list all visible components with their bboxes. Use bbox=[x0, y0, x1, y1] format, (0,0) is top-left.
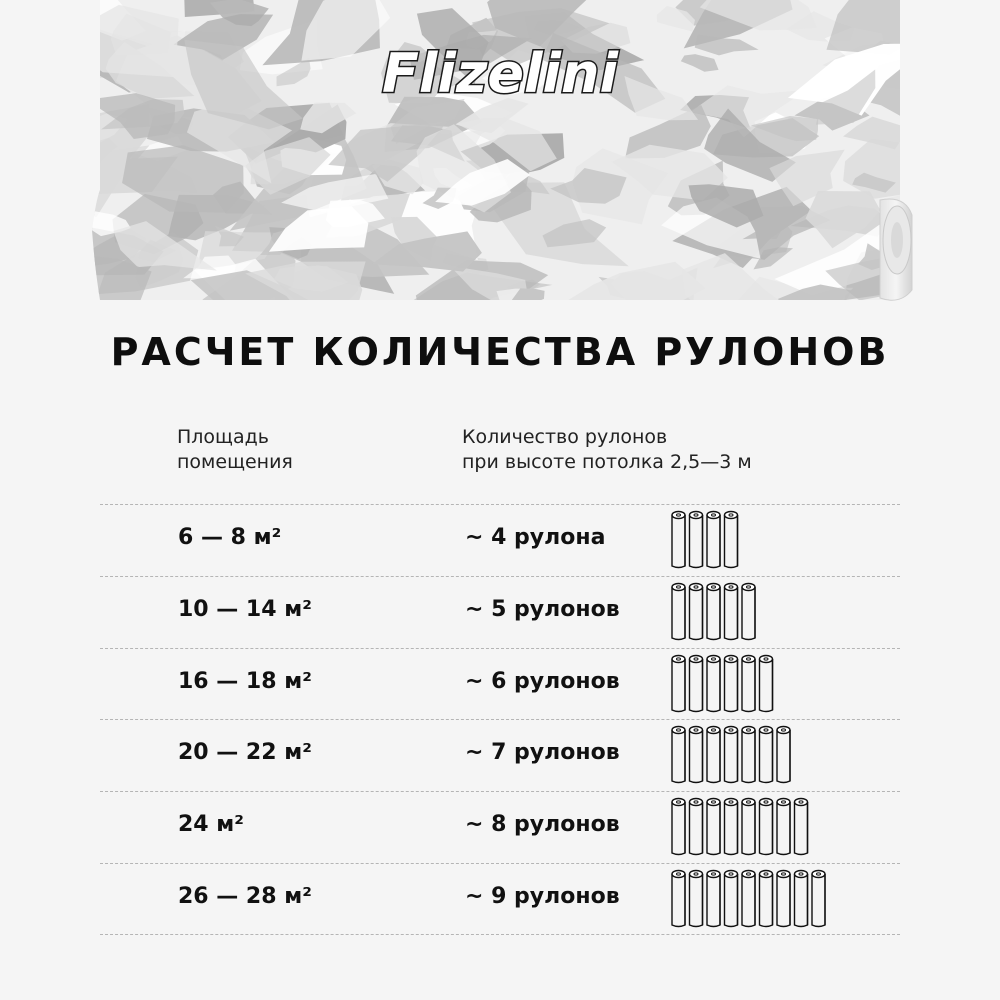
wallpaper-roll-icon bbox=[777, 799, 790, 855]
column-header-area-line1: Площадь bbox=[177, 426, 269, 448]
column-header-rolls-line2: при высоте потолка 2,5—3 м bbox=[462, 451, 752, 473]
wallpaper-roll-icon bbox=[777, 727, 790, 783]
wallpaper-roll-icon bbox=[742, 584, 755, 640]
brand-logo-text: Flizelini bbox=[382, 42, 618, 105]
roll-icons-group bbox=[670, 797, 814, 857]
roll-icons-group bbox=[670, 582, 762, 642]
row-area: 6 — 8 м² bbox=[178, 525, 282, 550]
wallpaper-roll-icon bbox=[725, 799, 738, 855]
row-rolls-count: ~ 7 рулонов bbox=[465, 740, 620, 765]
row-area: 24 м² bbox=[178, 812, 244, 837]
wallpaper-roll-icon bbox=[707, 656, 720, 712]
table-row bbox=[100, 577, 900, 648]
wallpaper-roll-icon bbox=[672, 799, 685, 855]
wallpaper-roll-icon bbox=[760, 871, 773, 927]
wallpaper-roll-icon bbox=[795, 799, 808, 855]
wallpaper-roll-icon bbox=[690, 799, 703, 855]
wallpaper-roll-icon bbox=[760, 727, 773, 783]
wallpaper-roll-icon bbox=[725, 584, 738, 640]
wallpaper-roll-icon bbox=[742, 799, 755, 855]
row-area: 10 — 14 м² bbox=[178, 597, 312, 622]
wallpaper-roll-icon bbox=[725, 727, 738, 783]
table-row bbox=[100, 864, 900, 935]
wallpaper-roll-icon bbox=[690, 656, 703, 712]
wallpaper-roll-icon bbox=[672, 871, 685, 927]
wallpaper-roll-icon bbox=[707, 727, 720, 783]
row-area: 20 — 22 м² bbox=[178, 740, 312, 765]
row-rolls-count: ~ 8 рулонов bbox=[465, 812, 620, 837]
wallpaper-roll-icon bbox=[707, 584, 720, 640]
table-row bbox=[100, 505, 900, 576]
roll-icons-group bbox=[670, 654, 779, 714]
wallpaper-roll-icon bbox=[690, 584, 703, 640]
wallpaper-roll-icon bbox=[725, 512, 738, 568]
roll-icons-group bbox=[670, 725, 797, 785]
wallpaper-roll-icon bbox=[672, 656, 685, 712]
column-header-area bbox=[177, 425, 293, 475]
wallpaper-roll-icon bbox=[672, 584, 685, 640]
wallpaper-roll-icon bbox=[690, 727, 703, 783]
column-header-rolls bbox=[462, 425, 752, 475]
table-row bbox=[100, 792, 900, 863]
page-title: РАСЧЕТ КОЛИЧЕСТВА РУЛОНОВ bbox=[110, 330, 890, 374]
wallpaper-roll-icon bbox=[725, 871, 738, 927]
wallpaper-roll-icon bbox=[725, 656, 738, 712]
row-rolls-count: ~ 4 рулона bbox=[465, 525, 606, 550]
wallpaper-roll-icon bbox=[760, 799, 773, 855]
wallpaper-roll-icon bbox=[690, 871, 703, 927]
table-row bbox=[100, 649, 900, 720]
wallpaper-roll-icon bbox=[707, 512, 720, 568]
wallpaper-roll-icon bbox=[742, 656, 755, 712]
roll-icons-group bbox=[670, 510, 744, 570]
row-rolls-count: ~ 6 рулонов bbox=[465, 669, 620, 694]
wallpaper-roll-icon bbox=[707, 871, 720, 927]
wallpaper-roll-icon bbox=[742, 727, 755, 783]
wallpaper-roll-icon bbox=[812, 871, 825, 927]
column-header-area-line2: помещения bbox=[177, 451, 293, 473]
wallpaper-roll-icon bbox=[707, 799, 720, 855]
wallpaper-roll-icon bbox=[742, 871, 755, 927]
wallpaper-roll-icon bbox=[672, 727, 685, 783]
row-rolls-count: ~ 9 рулонов bbox=[465, 884, 620, 909]
row-rolls-count: ~ 5 рулонов bbox=[465, 597, 620, 622]
wallpaper-roll-icon bbox=[672, 512, 685, 568]
brand-logo bbox=[0, 0, 1000, 305]
wallpaper-roll-icon bbox=[760, 656, 773, 712]
roll-icons-group bbox=[670, 869, 832, 929]
row-area: 16 — 18 м² bbox=[178, 669, 312, 694]
wallpaper-roll-icon bbox=[690, 512, 703, 568]
table-row bbox=[100, 720, 900, 791]
row-area: 26 — 28 м² bbox=[178, 884, 312, 909]
column-header-rolls-line1: Количество рулонов bbox=[462, 426, 668, 448]
wallpaper-roll-icon bbox=[777, 871, 790, 927]
wallpaper-roll-icon bbox=[795, 871, 808, 927]
